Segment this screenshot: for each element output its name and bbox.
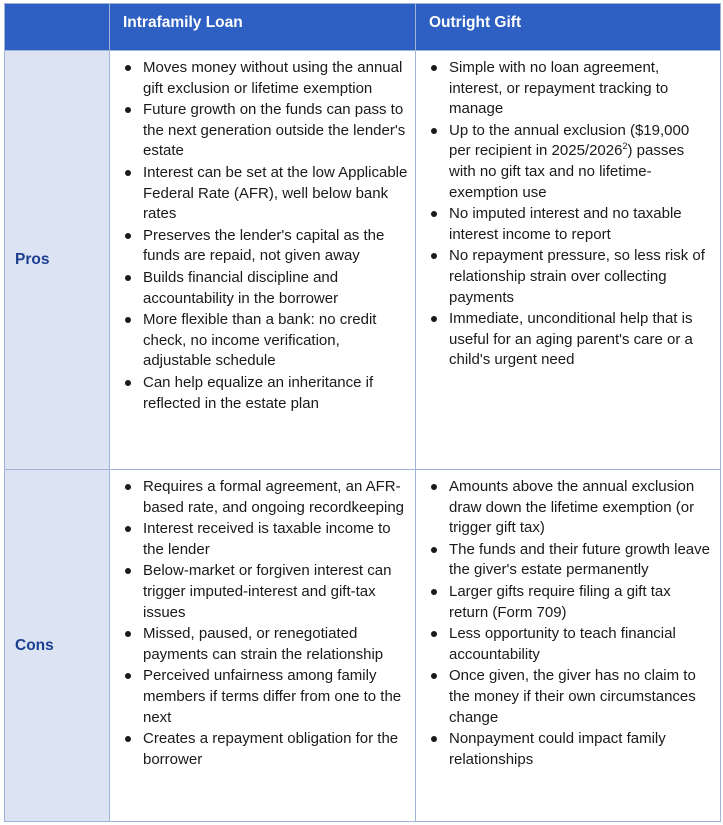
pros-gift-cell	[416, 51, 721, 470]
cons-loan-cell	[110, 470, 416, 822]
cons-label: Cons	[5, 470, 110, 822]
comparison-table	[4, 3, 721, 822]
list-item: Requires a formal agreement, an AFR-based rate, and ongoing recordkeeping	[122, 477, 409, 518]
footnote-marker: 2	[622, 141, 628, 152]
cons-row	[5, 470, 721, 822]
list-item: Builds financial discipline and accountability in the borrower	[122, 268, 409, 309]
list-item: Amounts above the annual exclusion draw down the lifetime exemption (or trigger gift tax)	[428, 477, 714, 539]
cons-gift-list	[416, 470, 720, 770]
cons-loan-list	[110, 470, 415, 770]
header-row	[5, 4, 721, 51]
header-corner-cell	[5, 4, 110, 51]
exclusion-tail: ) passes with no gift tax and no lifetime-exemption use	[449, 142, 685, 201]
list-item: Less opportunity to teach financial accountability	[428, 624, 714, 665]
list-item: Interest can be set at the low Applicable Federal Rate (AFR), well below bank rates	[122, 163, 409, 225]
list-item: The funds and their future growth leave the giver's estate permanently	[428, 540, 714, 581]
pros-label: Pros	[5, 51, 110, 470]
list-item: Moves money without using the annual gift exclusion or lifetime exemption	[122, 58, 409, 99]
list-item: Missed, paused, or renegotiated payments can strain the relationship	[122, 624, 409, 665]
list-item: No repayment pressure, so less risk of relationship strain over collecting payments	[428, 246, 714, 308]
pros-loan-list	[110, 51, 415, 414]
list-item: More flexible than a bank: no credit check, no income verification, adjustable schedule	[122, 310, 409, 372]
list-item: Once given, the giver has no claim to the money if their own circumstances change	[428, 666, 714, 728]
list-item: Interest received is taxable income to the lender	[122, 519, 409, 560]
list-item: Immediate, unconditional help that is useful for an aging parent's care or a child's urgent need	[428, 309, 714, 371]
list-item: Can help equalize an inheritance if reflected in the estate plan	[122, 373, 409, 414]
list-item: Preserves the lender's capital as the funds are repaid, not given away	[122, 226, 409, 267]
list-item: Nonpayment could impact family relationships	[428, 729, 714, 770]
list-item: Creates a repayment obligation for the borrower	[122, 729, 409, 770]
list-item: Larger gifts require filing a gift tax return (Form 709)	[428, 582, 714, 623]
pros-row	[5, 51, 721, 470]
header-outright-gift: Outright Gift	[416, 4, 721, 51]
list-item: Perceived unfairness among family members if terms differ from one to the next	[122, 666, 409, 728]
pros-loan-cell	[110, 51, 416, 470]
cons-gift-cell	[416, 470, 721, 822]
list-item: Future growth on the funds can pass to the next generation outside the lender's estate	[122, 100, 409, 162]
list-item	[428, 121, 714, 203]
list-item: No imputed interest and no taxable interest income to report	[428, 204, 714, 245]
list-item: Simple with no loan agreement, interest, or repayment tracking to manage	[428, 58, 714, 120]
pros-gift-list	[416, 51, 720, 371]
exclusion-text: Up to the annual exclusion ($19,000 per recipient in 2025/2026	[449, 121, 690, 160]
list-item: Below-market or forgiven interest can trigger imputed-interest and gift-tax issues	[122, 561, 409, 623]
header-intrafamily-loan: Intrafamily Loan	[110, 4, 416, 51]
